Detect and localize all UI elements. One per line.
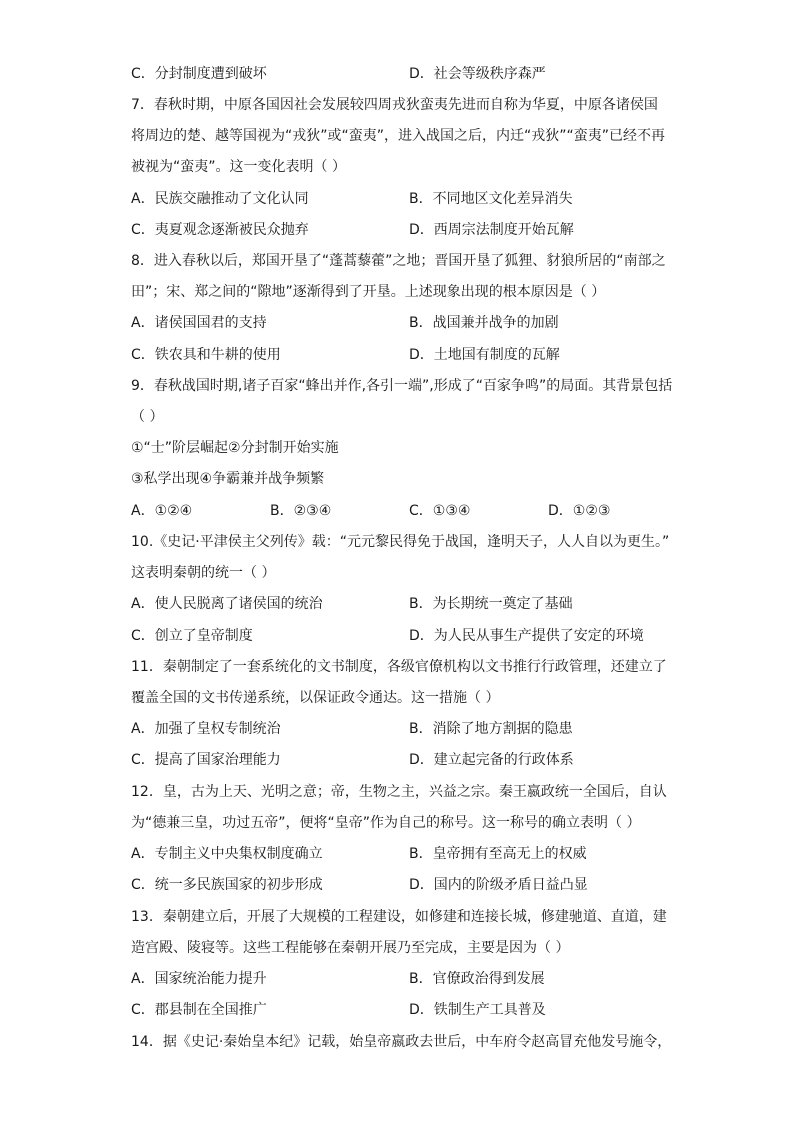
- q8-option-c: C．铁农具和牛耕的使用: [131, 347, 281, 363]
- q13-option-b: B．官僚政治得到发展: [409, 971, 545, 987]
- q13-stem-line-1: 13．秦朝建立后，开展了大规模的工程建设，如修建和连接长城，修建驰道、直道，建: [131, 909, 667, 925]
- q8-option-a: A．诸侯国国君的支持: [131, 315, 267, 331]
- q9-stem-line-1: 9．春秋战国时期,诸子百家“蜂出并作,各引一端”,形成了“百家争鸣”的局面。其背景包括: [131, 378, 673, 394]
- q10-option-d: D．为人民从事生产提供了安定的环境: [409, 628, 644, 644]
- q7-option-c: C．夷夏观念逐渐被民众抛弃: [131, 222, 309, 238]
- q8-option-b: B．战国兼并战争的加剧: [409, 315, 559, 331]
- q6-option-d: D．社会等级秩序森严: [409, 66, 546, 82]
- q8-stem-line-1: 8．进入春秋以后，郑国开垦了“蓬蒿藜藿”之地；晋国开垦了狐狸、豺狼所居的“南部之: [131, 253, 666, 269]
- q12-option-c: C．统一多民族国家的初步形成: [131, 877, 323, 893]
- q9-option-c: C．①③④: [409, 503, 471, 519]
- q11-stem-line-2: 覆盖全国的文书传递系统，以保证政令通达。这一措施（ ）: [131, 690, 500, 706]
- q10-option-a: A．使人民脱离了诸侯国的统治: [131, 596, 323, 612]
- q9-option-a: A．①②④: [131, 503, 193, 519]
- q13-option-c: C．郡县制在全国推广: [131, 1002, 267, 1018]
- q11-option-a: A．加强了皇权专制统治: [131, 721, 281, 737]
- q9-option-d: D．①②③: [548, 503, 611, 519]
- q9-option-b: B．②③④: [270, 503, 332, 519]
- q9-stem-line-2: （ ）: [131, 409, 164, 425]
- q7-option-b: B．不同地区文化差异消失: [409, 191, 573, 207]
- q7-stem-line-2: 将周边的楚、越等国视为“戎狄”或“蛮夷”，进入战国之后，内迁“戎狄”“蛮夷”已经不再: [131, 128, 666, 144]
- q13-option-a: A．国家统治能力提升: [131, 971, 267, 987]
- q9-item-line-1: ①“士”阶层崛起②分封制开始实施: [131, 440, 339, 456]
- q8-option-d: D．土地国有制度的瓦解: [409, 347, 560, 363]
- q12-stem-line-2: 为“德兼三皇，功过五帝”，便将“皇帝”作为自己的称号。这一称号的确立表明（ ）: [131, 815, 641, 831]
- q11-option-c: C．提高了国家治理能力: [131, 752, 281, 768]
- q10-stem-line-2: 这表明秦朝的统一（ ）: [131, 565, 276, 581]
- q12-option-b: B．皇帝拥有至高无上的权威: [409, 846, 587, 862]
- q6-option-c: C．分封制度遭到破坏: [131, 66, 267, 82]
- q11-option-d: D．建立起完备的行政体系: [409, 752, 574, 768]
- q12-option-d: D．国内的阶级矛盾日益凸显: [409, 877, 588, 893]
- q10-option-b: B．为长期统一奠定了基础: [409, 596, 573, 612]
- q12-option-a: A．专制主义中央集权制度确立: [131, 846, 323, 862]
- q9-item-line-2: ③私学出现④争霸兼并战争频繁: [131, 471, 325, 487]
- q12-stem-line-1: 12．皇，古为上天、光明之意；帝，生物之主，兴益之宗。秦王嬴政统一全国后，自认: [131, 784, 667, 800]
- q10-option-c: C．创立了皇帝制度: [131, 628, 253, 644]
- q13-option-d: D．铁制生产工具普及: [409, 1002, 546, 1018]
- q8-stem-line-2: 田”；宋、郑之间的“隙地”逐渐得到了开垦。上述现象出现的根本原因是（ ）: [131, 284, 606, 300]
- q13-stem-line-2: 造宫殿、陵寝等。这些工程能够在秦朝开展乃至完成，主要是因为（ ）: [131, 940, 570, 956]
- q11-option-b: B．消除了地方割据的隐患: [409, 721, 573, 737]
- q7-stem-line-1: 7．春秋时期，中原各国因社会发展较四周戎狄蛮夷先进而自称为华夏，中原各诸侯国: [131, 97, 658, 113]
- q7-option-d: D．西周宗法制度开始瓦解: [409, 222, 574, 238]
- q11-stem-line-1: 11．秦朝制定了一套系统化的文书制度，各级官僚机构以文书推行行政管理，还建立了: [131, 659, 667, 675]
- q10-stem-line-1: 10.《史记·平津侯主父列传》载：“元元黎民得免于战国，逢明天子，人人自以为更生。”: [131, 534, 670, 550]
- q7-stem-line-3: 被视为“蛮夷”。这一变化表明（ ）: [131, 159, 346, 175]
- q14-stem-line-1: 14．据《史记·秦始皇本纪》记载，始皇帝嬴政去世后，中车府令赵高冒充他发号施令，: [131, 1034, 672, 1050]
- q7-option-a: A．民族交融推动了文化认同: [131, 191, 309, 207]
